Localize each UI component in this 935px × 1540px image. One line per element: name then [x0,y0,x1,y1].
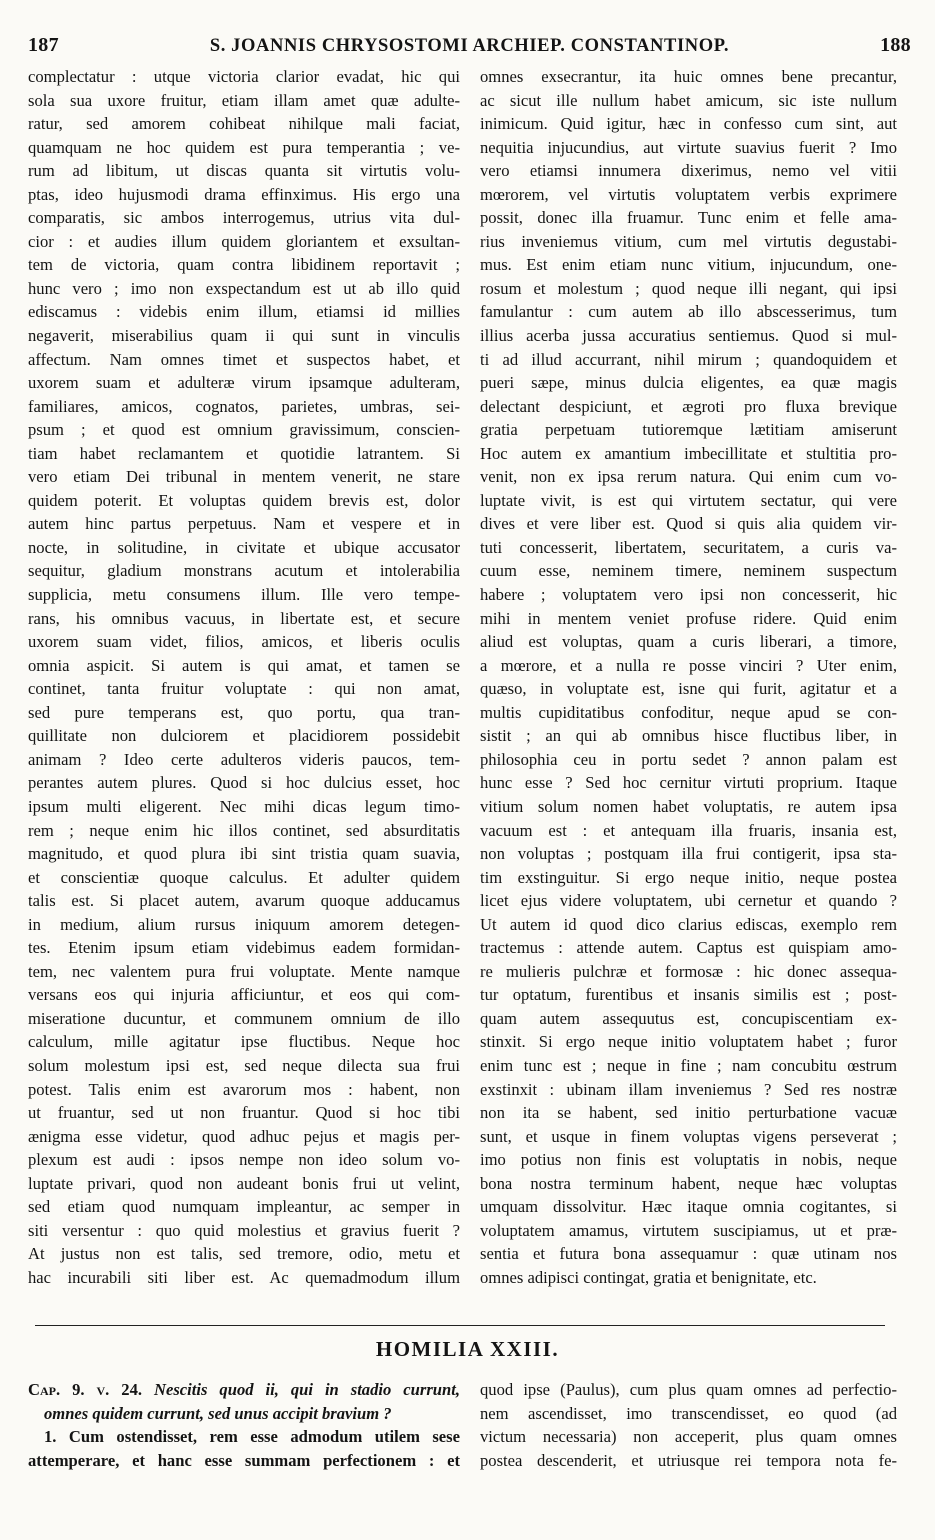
text-line: imo potius non finis est voluptatis in nobis, neque [480,1150,897,1170]
text-line: familiares, amicos, cognatos, parietes, umbras, sei- [28,396,460,416]
text-line: exstinxit : ubinam illam inveniemus ? Sed res nostræ [480,1079,897,1099]
text-line: ediscamus : videbis enim illum, etiamsi id millies [28,302,460,322]
verse-line [28,1402,460,1426]
text-line: rosum et molestum ; quod neque illi negant, qui ipsi [480,278,897,298]
text-line: in medium, alium rursus iniquum amorem detegen- [28,914,460,934]
text-line: talis est. Si placet autem, avarum quoque adducamus [28,891,460,911]
text-line: tes. Etenim ipsum etiam videbimus eadem formidan- [28,938,460,958]
text-line: voluptatem amamus, virtutem suscipiamus, ut et præ- [480,1220,897,1240]
text-line: umquam dissolvitur. Hæc itaque omnia cogitantes, si [480,1197,897,1217]
text-line: mihi in mentem veniet profuse ridere. Quid enim [480,608,897,628]
text-line: dives et vere liber est. Quod si quis alia quidem vir- [480,514,897,534]
text-line: tur optatum, furentibus et insanis similis est ; post- [480,985,897,1005]
text-line: cior : et audies illum quidem gloriantem et exsultan- [28,231,460,251]
text-line: vitium solum nomen habet voluptatis, re autem ipsa [480,796,897,816]
text-line: mœrorem, vel virtutis voluptatem verbis exprimere [480,184,897,204]
running-head [28,34,911,60]
text-line: quod ipse (Paulus), cum plus quam omnes ad perfectio- [480,1380,897,1399]
text-line: Ut autem id quod dico clarius ediscas, exemplo rem [480,914,897,934]
text-line: postea descenderit, et utriusque rei tempora nota fe- [480,1450,897,1470]
text-line: hac incurabili siti liber est. Ac quemadmodum illum [28,1267,460,1287]
text-line: sequitur, gladium monstrans acutum et intolerabilia [28,561,460,581]
text-line: plexum est audi : ipsos nempe non ideo solum vo- [28,1150,460,1170]
text-line: enim tunc est ; neque in fine ; nam concubitu œstrum [480,1055,897,1075]
text-line: cuum esse, neminem timere, neminem suspectum [480,561,897,581]
text-line: ænigma esse videtur, quod adhuc pejus et magis per- [28,1126,460,1146]
text-line: possit, donec illa fruamur. Tunc enim et felle ama- [480,208,897,228]
homily-title: HOMILIA XXIII. [375,1337,560,1361]
text-line: rem ; neque enim hic illos continet, sed absurditatis [28,820,460,840]
text-line: nocte, in solitudine, in civitate et ubique accusator [28,537,460,557]
text-line: sed etiam quod numquam impleantur, ac semper in [28,1197,460,1217]
text-line: tuti concesserit, libertatem, securitatem, a curis va- [480,537,897,557]
text-line: ratur, sed amorem cohibeat nihilque mali faciat, [28,114,460,134]
text-line: luptate vivit, is est qui virtutem sectatur, qui vere [480,490,897,510]
text-line: pueri sæpe, minus dulcia eligentes, ea quæ magis [480,373,897,393]
text-line: et conscientiæ quoque calculus. Et adulter quidem [28,867,460,887]
text-line: At justus non est talis, sed tremore, odio, metu et [28,1244,460,1264]
homily-right-column [480,1378,897,1472]
text-line: complectatur : utque victoria clarior evadat, hic qui [28,67,460,86]
text-line: hunc vero ; imo non exspectandum est ut ab illo quid [28,278,460,298]
text-line: affectum. Nam omnes timet et suspectos habet, et [28,349,460,369]
text-line: mus. Est enim etiam nunc vitium, injucundum, one- [480,255,897,275]
text-line: a mœrore, et a nulla re posse vinciri ? Uter enim, [480,655,897,675]
text-line: non ita se habent, sed initio perturbatione vacuæ [480,1103,897,1123]
text-line: famulantur : cum autem ab illo abscesserimus, tum [480,302,897,322]
text-line: supplicia, metu consumens illum. Ille vero tempe- [28,585,460,605]
text-line: aliud est voluptas, quam a curis liberari, a timore, [480,632,897,652]
text-line: magnitudo, et quod plura ibi sint tristia quam suavia, [28,844,460,864]
text-line: ptas, ideo hujusmodi drama effinximus. His ergo una [28,184,460,204]
text-line: rans, his omnibus vacuus, in libertate est, et secure [28,608,460,628]
text-line: ut fruantur, sed ut non fruantur. Quod si hoc tibi [28,1103,460,1123]
text-line: uxorem suam videt, filios, amicos, et liberis oculis [28,632,460,652]
text-line: multis cupiditatibus confoditur, neque apud se con- [480,702,897,722]
text-line: rius inveniemus vitium, cum mel virtutis degustabi- [480,231,897,251]
text-line: autem hinc partus perpetuus. Nam et vespere et in [28,514,460,534]
text-line: miseratione ducuntur, et communem omnium de illo [28,1008,460,1028]
text-line: quam autem assequutus est, concupiscentiam ex- [480,1008,897,1028]
right-page-number: 188 [880,34,911,56]
text-line: rum ad libitum, ut discas quanta sit virtutis volu- [28,161,460,181]
text-line: luptate privari, quod non audeant bonis frui ut velint, [28,1173,460,1193]
text-line: tractemus : attende autem. Captus est quispiam amo- [480,938,897,958]
text-line: inimicum. Quid igitur, hæc in confesso cum sint, aut [480,114,897,134]
text-line: sed pure temperans est, quo portu, qua tran- [28,702,460,722]
text-line: calculum, mille agitatur ipse fluctibus. Neque hoc [28,1032,460,1052]
text-line: victum necessaria) non acceperit, plus quam omnes [480,1427,897,1447]
chapter-verse-label: Cap. 9. v. 24. [28,1380,143,1399]
text-line: vacuum est : et antequam illa fruaris, insania est, [480,820,897,840]
text-line: delectant despiciunt, et ægroti pro fluxa brevique [480,396,897,416]
left-page-number: 187 [28,34,59,56]
right-text-column [480,65,897,1289]
text-line: stinxit. Si ergo neque initio voluptatem habet ; furor [480,1032,897,1052]
text-line: nequitia injucundius, aut virtute suavius fuerit ? Imo [480,137,897,157]
section-divider [35,1325,885,1326]
text-line: vero etiamsi innumera dixerimus, nemo vel vitii [480,161,897,181]
text-line: tim exstinguitur. Si ergo neque initio, neque postea [480,867,897,887]
text-line: illius acerba jussa accuratius sentiemus. Quod si mul- [480,326,897,346]
text-line: quamquam ne hoc quidem est pura temperantia ; ve- [28,137,460,157]
text-line: tiam habet reclamantem et quotidie latrantem. Si [28,443,460,463]
paragraph-line: attemperare, et hanc esse summam perfectionem : et [28,1450,460,1470]
text-line: tem, nec valentem pura frui voluptate. Mente namque [28,961,460,981]
verse-text: Nescitis quod ii, qui in stadio currunt, [154,1380,461,1399]
text-line: gratia perpetuam tutioremque lætitiam amiserunt [480,420,897,440]
text-line: quæso, in voluptate est, isne qui furit, agitatur et a [480,679,897,699]
text-line: nem ascendisset, imo transcendisset, eo quod (ad [480,1403,897,1423]
text-line: perantes autem plures. Quod si hoc dulcius esset, hoc [28,773,460,793]
text-line: comparatis, sic ambos interrogemus, utrius vita dul- [28,208,460,228]
text-line: psum ; et quod est omnium gravissimum, conscien- [28,420,460,440]
left-text-column [28,65,460,1289]
text-line: Hoc autem ex amantium imbecillitate et stultitia pro- [480,443,897,463]
text-line: solum molestum ipsi est, sed neque dilecta sua frui [28,1055,460,1075]
text-line: sistit ; an qui ab omnibus hisce fluctibus liber, in [480,726,897,746]
homily-left-column [28,1378,460,1472]
text-line: non voluptas ; postquam illa frui contigerit, ipsa sta- [480,844,897,864]
text-line: tem de victoria, quam contra libidinem reportavit ; [28,255,460,275]
text-line: vero etiam Dei tribunal in mentem venerit, ne stare [28,467,460,487]
text-line: quidem poterit. Et voluptas quidem brevis est, dolor [28,490,460,510]
text-line: sentia et futura bona assequamur : quæ utinam nos [480,1244,897,1264]
text-line: animam ? Ideo certe adulteros videris paucos, tem- [28,749,460,769]
text-line: potest. Talis enim est avarorum mos : habent, non [28,1079,460,1099]
verse-text: omnes quidem currunt, sed unus accipit bravium ? [44,1403,392,1423]
text-line: negaverit, miserabilius quam ii qui sunt in vinculis [28,326,460,346]
running-title: S. JOANNIS CHRYSOSTOMI ARCHIEP. CONSTANTINOP. [209,36,730,56]
text-line: omnia aspicit. Si autem is qui amat, et tamen se [28,655,460,675]
text-line: ac sicut ille nullum habet amicum, sic iste nullum [480,90,897,110]
text-line: ipsum multi eligerent. Nec mihi dicas legum timo- [28,796,460,816]
verse-line [28,1378,460,1402]
text-line: versans eos qui injuria afficiuntur, et eos qui com- [28,985,460,1005]
text-line: sola sua uxore fruitur, etiam illam amet quæ adulte- [28,90,460,110]
text-line: ti ad illud accurrant, nihil mirum ; quandoquidem et [480,349,897,369]
text-line: uxorem suam et adulteræ virum ipsamque adulteram, [28,373,460,393]
text-line: licet ejus videre voluptatem, ubi cernetur et quando ? [480,891,897,911]
text-line: venit, non ex ipsa rerum natura. Qui enim cum vo- [480,467,897,487]
paragraph-line: 1. Cum ostendisset, rem esse admodum utilem sese [44,1427,460,1447]
text-line: siti versentur : quo quid molestius et gravius fuerit ? [28,1220,460,1240]
text-line: continet, tanta fruitur voluptate : qui non amat, [28,679,460,699]
text-line: sunt, et usque in finem voluptas vigens perseverat ; [480,1126,897,1146]
text-line: habere ; voluptatem vero ipsi non concesserit, hic [480,585,897,605]
text-line: omnes exsecrantur, ita huic omnes bene precantur, [480,67,897,86]
text-line: re mulieris pulchræ et formosæ : hic donec assequa- [480,961,897,981]
text-line: philosophia ceu in portu sedet ? annon palam est [480,749,897,769]
text-line: hunc esse ? Sed hoc cernitur virtuti proprium. Itaque [480,773,897,793]
text-line: bona nostra terminum habent, neque hæc voluptas [480,1173,897,1193]
text-line: omnes adipisci contingat, gratia et benignitate, etc. [480,1267,817,1287]
text-line: quillitate non dulciorem et placidiorem possidebit [28,726,460,746]
